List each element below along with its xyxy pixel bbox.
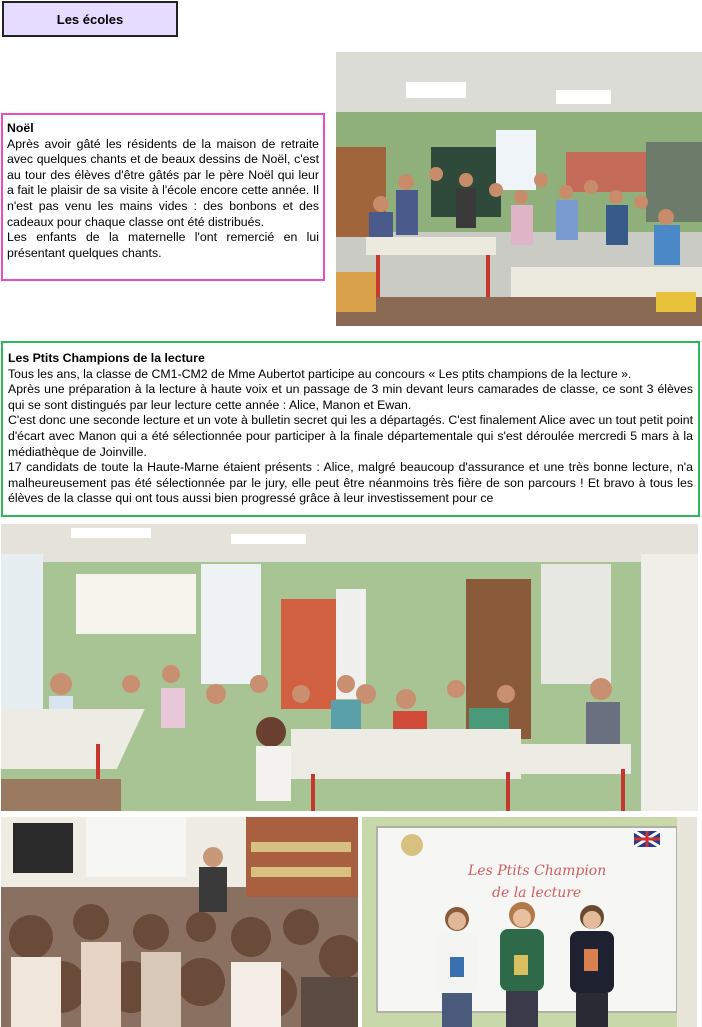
noel-article xyxy=(1,113,325,281)
section-title: Les écoles xyxy=(56,11,124,27)
photo-class-books xyxy=(1,524,698,811)
lecture-paragraph: Tous les ans, la classe de CM1-CM2 de Mme Aubertot participe au concours « Les ptits champions de la lecture ». xyxy=(8,366,632,381)
lecture-paragraph: Après une préparation à la lecture à haute voix et un passage de 3 min devant leurs camarades de classe, ce sont 3 élèves qui se sont distingués par leur lecture cette année : Alice, Manon et Ewan. xyxy=(8,382,693,412)
noel-paragraph: Après avoir gâté les résidents de la maison de retraite avec quelques chants et de beaux dessins de Noël, c'est au tour des élèves d'être gâtés par le père Noël qui leur a fait le plaisir de sa visite à l'école encore cette année. Il n'est pas venu les mains vides : des bonbons et des cadeaux pour chaque classe ont été distribués. xyxy=(7,136,319,229)
whiteboard-line1: Les Ptits Champion xyxy=(468,863,607,879)
photo-santa-visit xyxy=(336,52,702,326)
lecture-title: Les Ptits Champions de la lecture xyxy=(8,351,205,365)
whiteboard-line2: de la lecture xyxy=(492,885,582,901)
lecture-paragraph: C'est donc une seconde lecture et un vote à bulletin secret qui les a départagés. C'est finalement Alice avec un tout petit point d'écart avec Manon qui a été sélectionnée pour participer à la finale départementale qui s'est déroulée mercredi 5 mars à la médiathèque de Joinville. xyxy=(8,413,693,459)
photo-mediatheque xyxy=(1,817,358,1027)
noel-paragraph: Les enfants de la maternelle l'ont remercié en lui présentant quelques chants. xyxy=(7,230,319,260)
lecture-paragraph: 17 candidats de toute la Haute-Marne étaient présents : Alice, malgré beaucoup d'assurance et une très bonne lecture, n'a malheureusement pas été sélectionnée par le jury, elle peut être néanmoins très fière de son parcours ! Et bravo à tous les élèves de la classe qui ont tous aussi bien progressé grâce à leur investissement pour ce xyxy=(8,460,693,506)
photo-finalists xyxy=(362,817,697,1027)
section-header xyxy=(2,1,178,37)
lecture-article xyxy=(1,341,700,517)
noel-title: Noël xyxy=(7,121,34,135)
